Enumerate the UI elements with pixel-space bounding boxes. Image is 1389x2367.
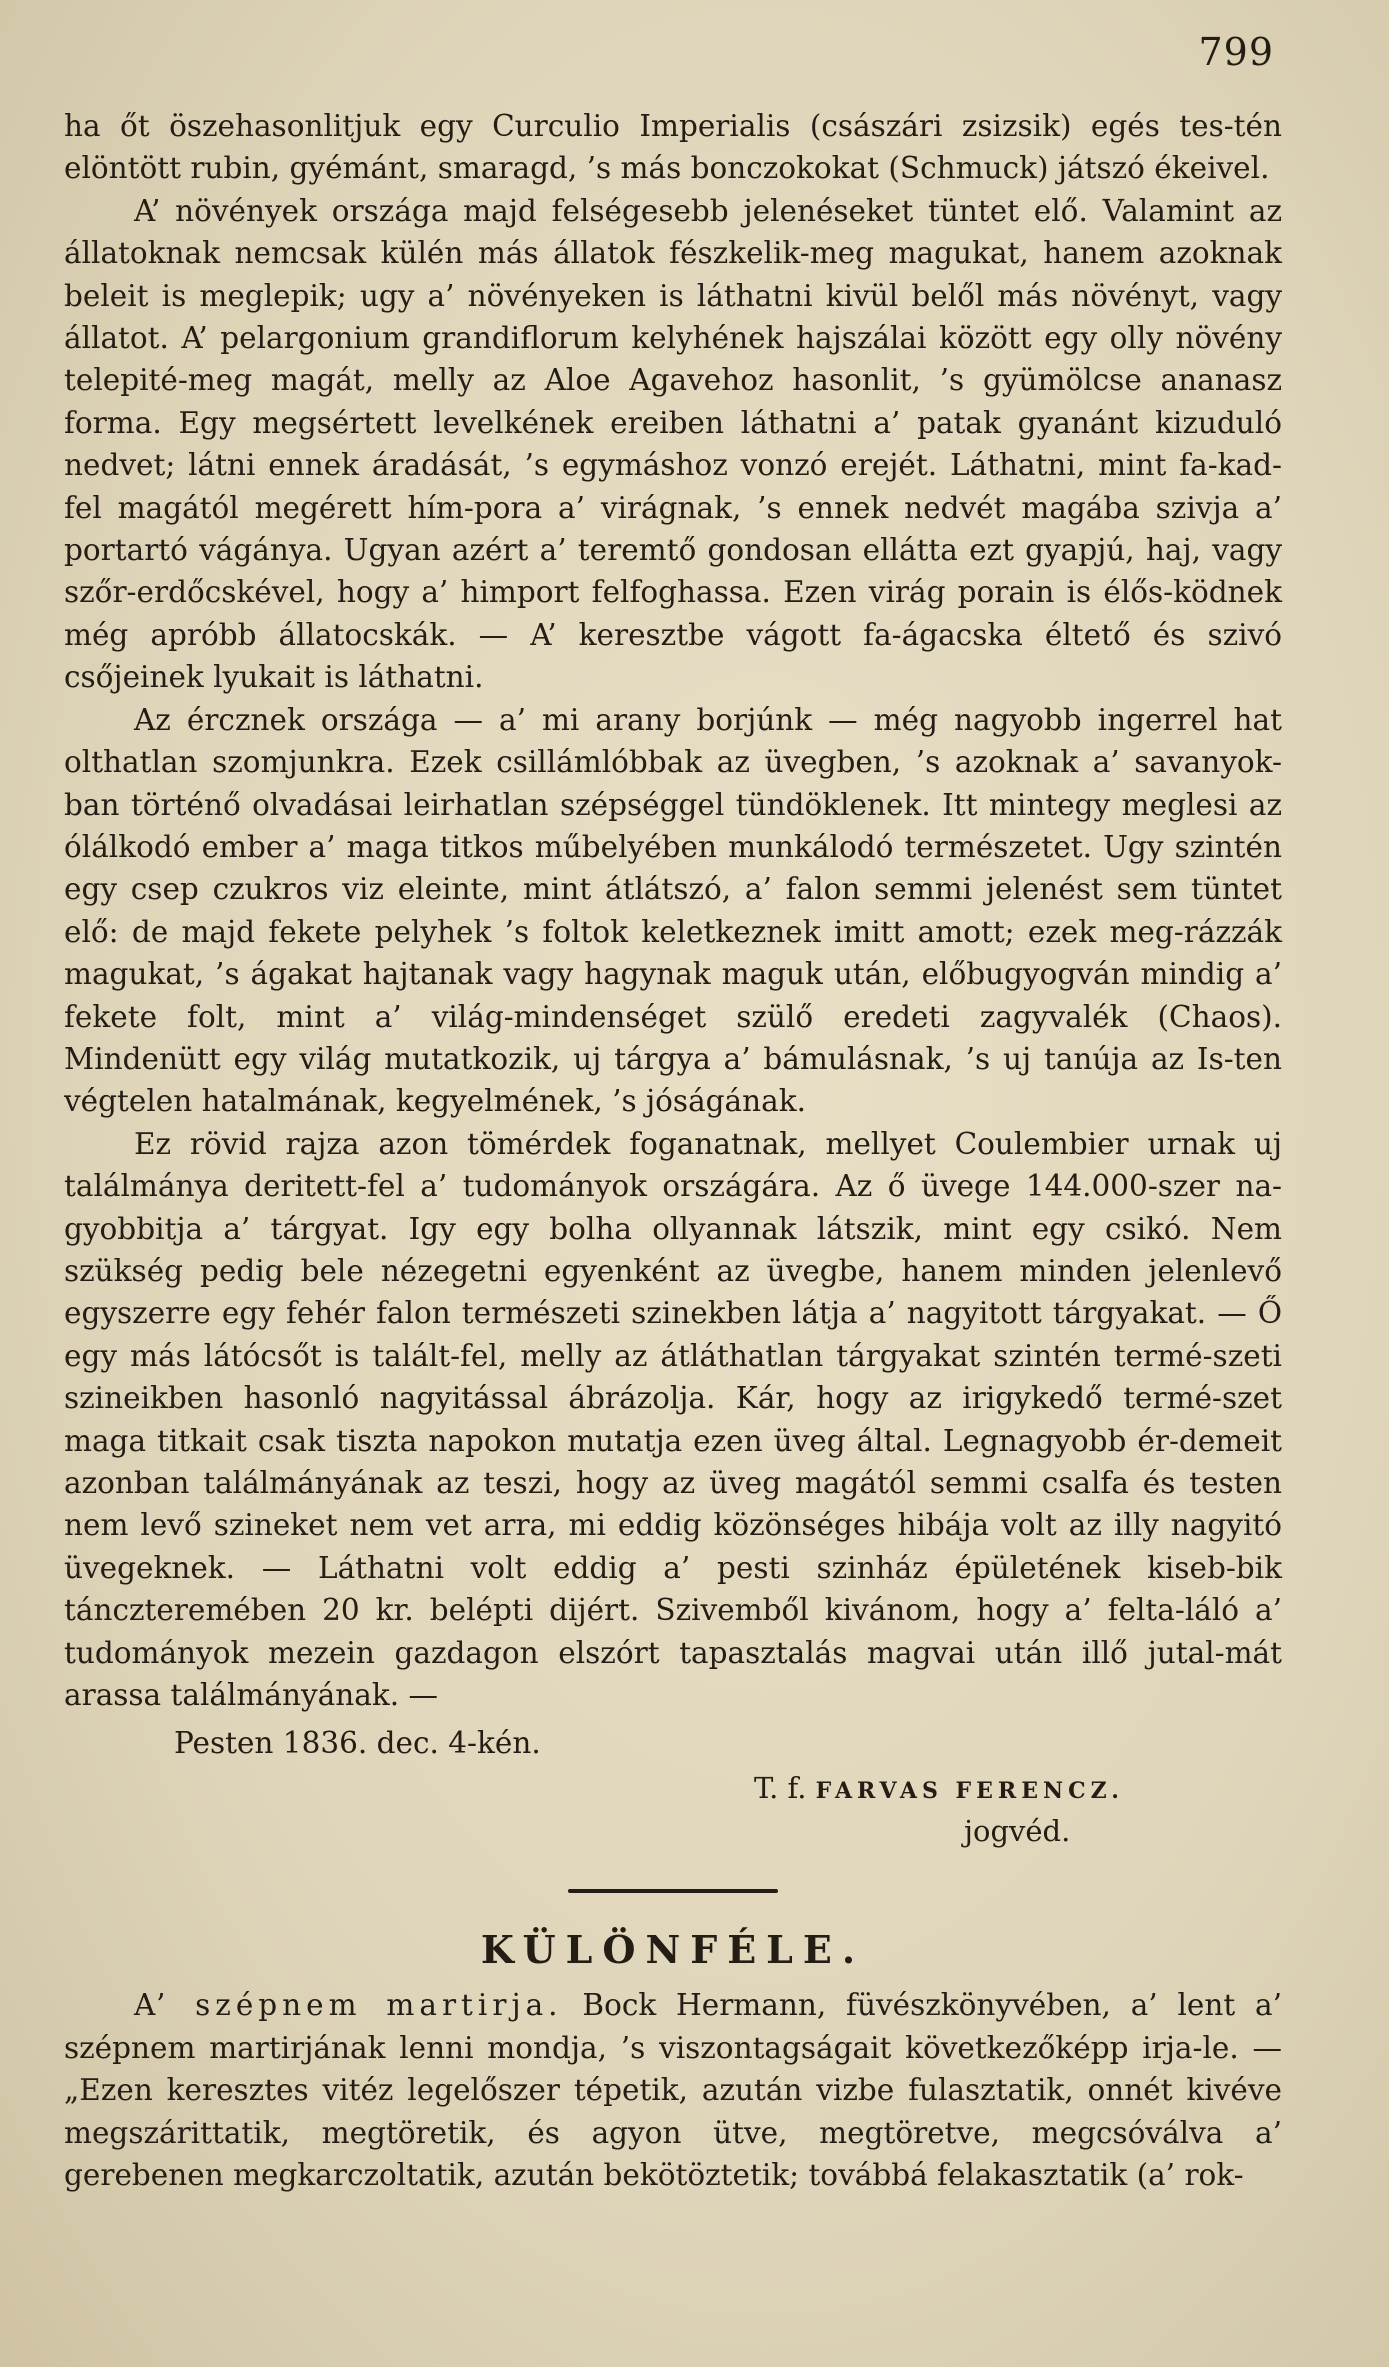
paragraph-1: ha őt öszehasonlitjuk egy Curculio Imperialis (császári zsizsik) egés tes-tén elöntött rubin, gyémánt, smaragd, ’s más bonczokokat (Schmuck) játszó ékeivel. — [64, 109, 1282, 186]
page-number: 799 — [1198, 30, 1274, 74]
section-title: KÜLÖNFÉLE. — [480, 1927, 866, 1973]
signature-role: jogvéd. — [964, 1814, 1071, 1849]
dateline: Pesten 1836. dec. 4-kén. — [174, 1726, 541, 1761]
section-text: Bock Hermann, füvészkönyvében, a’ lent a’ szépnem martirjának lenni mondja, ’s viszontagságait következőképp irja-le. — „Ezen keresztes vitéz legelőszer tépetik, azután vizbe fulasztatik, onnét kivéve megszárittatik, megtöretik, és agyon ütve, megtöretve, megcsóválva a’ gerebenen megkarczoltatik, azután bekötöztetik; továbbá felakasztatik (a’ rok- — [64, 1988, 1282, 2193]
paragraph-4: Ez rövid rajza azon tömérdek foganatnak, mellyet Coulembier urnak uj találmánya deritett-fel a’ tudományok országára. Az ő üvege 144.000-szer na-gyobbitja a’ tárgyat. Igy egy bolha ollyannak látszik, mint egy csikó. Nem szükség pedig bele nézegetni egyenként az üvegbe, hanem minden jelenlevő egyszerre egy fehér falon természeti szinekben látja a’ nagyitott tárgyakat. — Ő egy más látócsőt is talált-fel, melly az átláthatlan tárgyakat szintén termé-szeti szineikben hasonló nagyitással ábrázolja. Kár, hogy az irigykedő termé-szet maga titkait csak tiszta napokon mutatja ezen üveg által. Legnagyobb ér-demeit azonban találmányának az teszi, hogy az üveg magától semmi csalfa és testen nem levő szineket nem vet arra, mi eddig közönséges hibája volt az illy nagyitó üvegeknek. — Láthatni volt eddig a’ pesti szinház épületének kiseb-bik tánczteremében 20 kr. belépti dijért. Szivemből kivánom, hogy a’ felta-láló a’ tudományok mezein gazdagon elszórt tapasztalás magvai után illő jutal-mát arassa találmányának. — — [64, 1126, 1282, 1713]
signature-initials: T. f. — [754, 1771, 807, 1806]
body-text — [64, 105, 1282, 2196]
section-divider — [568, 1889, 778, 1893]
paragraph-3: Az ércznek országa — a’ mi arany borjúnk — még nagyobb ingerrel hat olthatlan szomjunkra. Ezek csillámlóbbak az üvegben, ’s azoknak a’ savanyok-ban történő olvadásai leirhatlan szépséggel tündöklenek. Itt mintegy meglesi az ólálkodó ember a’ maga titkos műbelyében munkálodó természetet. Ugy szintén egy csep czukros viz eleinte, mint átlátszó, a’ falon semmi jelenést sem tüntet elő: de majd fekete pelyhek ’s foltok keletkeznek imitt amott; ezek meg-rázzák magukat, ’s ágakat hajtanak vagy hagynak maguk után, előbugyogván mindig a’ fekete folt, mint a’ világ-mindenséget szülő eredeti zagyvalék (Chaos). Mindenütt egy világ mutatkozik, uj tárgya a’ bámulásnak, ’s uj tanúja az Is-ten végtelen hatalmának, kegyelmének, ’s jóságának. — [64, 702, 1282, 1119]
paragraph-2: A’ növények országa majd felségesebb jelenéseket tüntet elő. Valamint az állatoknak nemcsak külén más állatok fészkelik-meg magukat, hanem azoknak beleit is meglepik; ugy a’ növényeken is láthatni kivül belől más növényt, vagy állatot. A’ pelargonium grandiflorum kelyhének hajszálai között egy olly növény telepité-meg magát, melly az Aloe Agavehoz hasonlit, ’s gyümölcse ananasz forma. Egy megsértett levelkének ereiben láthatni a’ patak gyanánt kizuduló nedvet; látni ennek áradását, ’s egymáshoz vonzó erejét. Láthatni, mint fa-kad-fel magától megérett hím-pora a’ virágnak, ’s ennek nedvét magába szivja a’ portartó vágánya. Ugyan azért a’ teremtő gondosan ellátta ezt gyapjú, haj, vagy szőr-erdőcskével, hogy a’ himport felfoghassa. Ezen virág porain is élős-ködnek még apróbb állatocskák. — A’ keresztbe vágott fa-ágacska éltető és szivó csőjeinek lyukait is láthatni. — [64, 193, 1282, 695]
signature — [64, 1768, 1282, 1851]
section-lead: A’ szépnem martirja. — [134, 1988, 563, 2023]
signature-name: FARVAS FERENCZ. — [815, 1778, 1124, 1805]
section-paragraph — [64, 1984, 1282, 2196]
